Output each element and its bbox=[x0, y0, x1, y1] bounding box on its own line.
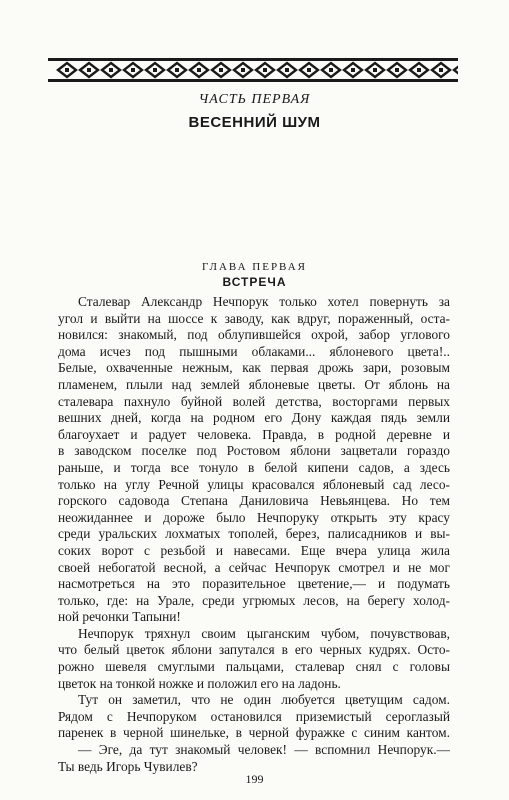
chapter-body-text bbox=[58, 294, 450, 775]
text-line: Тут он заметил, что не один любуется цветущим садом. bbox=[78, 692, 450, 708]
text-line: что белый цветок яблони запутался в его черных кудрях. Осто- bbox=[58, 642, 450, 658]
text-line: рожно шевеля смуглыми пальцами, сталевар снял с головы bbox=[58, 659, 450, 675]
text-line: цветок на тонкой ножке и положил его на ладонь. bbox=[58, 675, 341, 691]
decorative-ornament-band bbox=[48, 58, 458, 82]
text-line: неожиданнее и дороже было Нечпоруку открыть эту красу bbox=[58, 509, 450, 525]
text-line: Сталевар Александр Нечпорук только хотел повернуть за bbox=[78, 294, 450, 309]
text-line: благоухает и радует человека. Правда, в родной деревне и bbox=[58, 426, 450, 442]
text-line: дома исчез под пышными облаками... яблоневого цвета!.. bbox=[58, 343, 450, 359]
text-line: Нечпорук тряхнул своим цыганским чубом, почувствовав, bbox=[78, 625, 450, 641]
text-line: горского садовода Степана Даниловича Невьянцева. Но тем bbox=[58, 493, 450, 509]
text-line: вешних дней, когда на родном его Дону каждая пядь земли bbox=[58, 410, 450, 426]
text-line: среди уральских лохматых тополей, берез, палисадников и вы- bbox=[58, 526, 450, 542]
page-number: 199 bbox=[245, 772, 264, 786]
chapter-title: ВСТРЕЧА bbox=[222, 275, 287, 289]
text-line: своей небогатой весной, а сейчас Нечпорук смотрел и не мог bbox=[58, 559, 450, 575]
text-line: в заводском поселке под Ростовом яблони зацветали гораздо bbox=[58, 443, 450, 459]
text-line: сталевара пахнуло буйной волей детства, восторгами первых bbox=[58, 393, 450, 409]
text-line: соких ворот с резьбой и навесами. Еще вчера улица жила bbox=[58, 542, 450, 558]
text-line: только, где: на Урале, среди угрюмых лесов, на берегу холод- bbox=[58, 592, 450, 608]
text-line: угол и выйти на шоссе к заводу, как вдруг, пораженный, оста- bbox=[58, 310, 450, 326]
text-line: паренек в черной шинельке, в черной фуражке с синим кантом. bbox=[58, 725, 450, 741]
text-line: новился: знакомый, под облупившейся охрой, забор углового bbox=[58, 327, 450, 343]
text-line: Ты ведь Игорь Чувилев? bbox=[58, 758, 198, 774]
text-line: ной речонки Тапыни! bbox=[58, 609, 181, 625]
text-line: — Эге, да тут знакомый человек! — вспомнил Нечпорук.— bbox=[78, 742, 450, 758]
text-line: Рядом с Нечпоруком остановился приземистый сероглазый bbox=[58, 708, 450, 724]
part-title: ЧАСТЬ ПЕРВАЯ bbox=[198, 92, 311, 107]
text-line: пламенем, плыли над землей яблоневые цветы. От яблонь на bbox=[58, 376, 450, 392]
text-line: насмотреться на это поразительное цветение,— и подумать bbox=[58, 576, 450, 592]
text-line: только на углу Речной улицы красовался яблоневый сад лесо- bbox=[58, 476, 450, 492]
text-line: Белые, охваченные нежным, как первая дрожь зари, розовым bbox=[58, 360, 450, 376]
book-title: ВЕСЕННИЙ ШУМ bbox=[188, 114, 321, 131]
text-line: раньше, и тогда все тонуло в белой кипени садов, а здесь bbox=[58, 459, 450, 475]
chapter-label: ГЛАВА ПЕРВАЯ bbox=[202, 261, 307, 273]
